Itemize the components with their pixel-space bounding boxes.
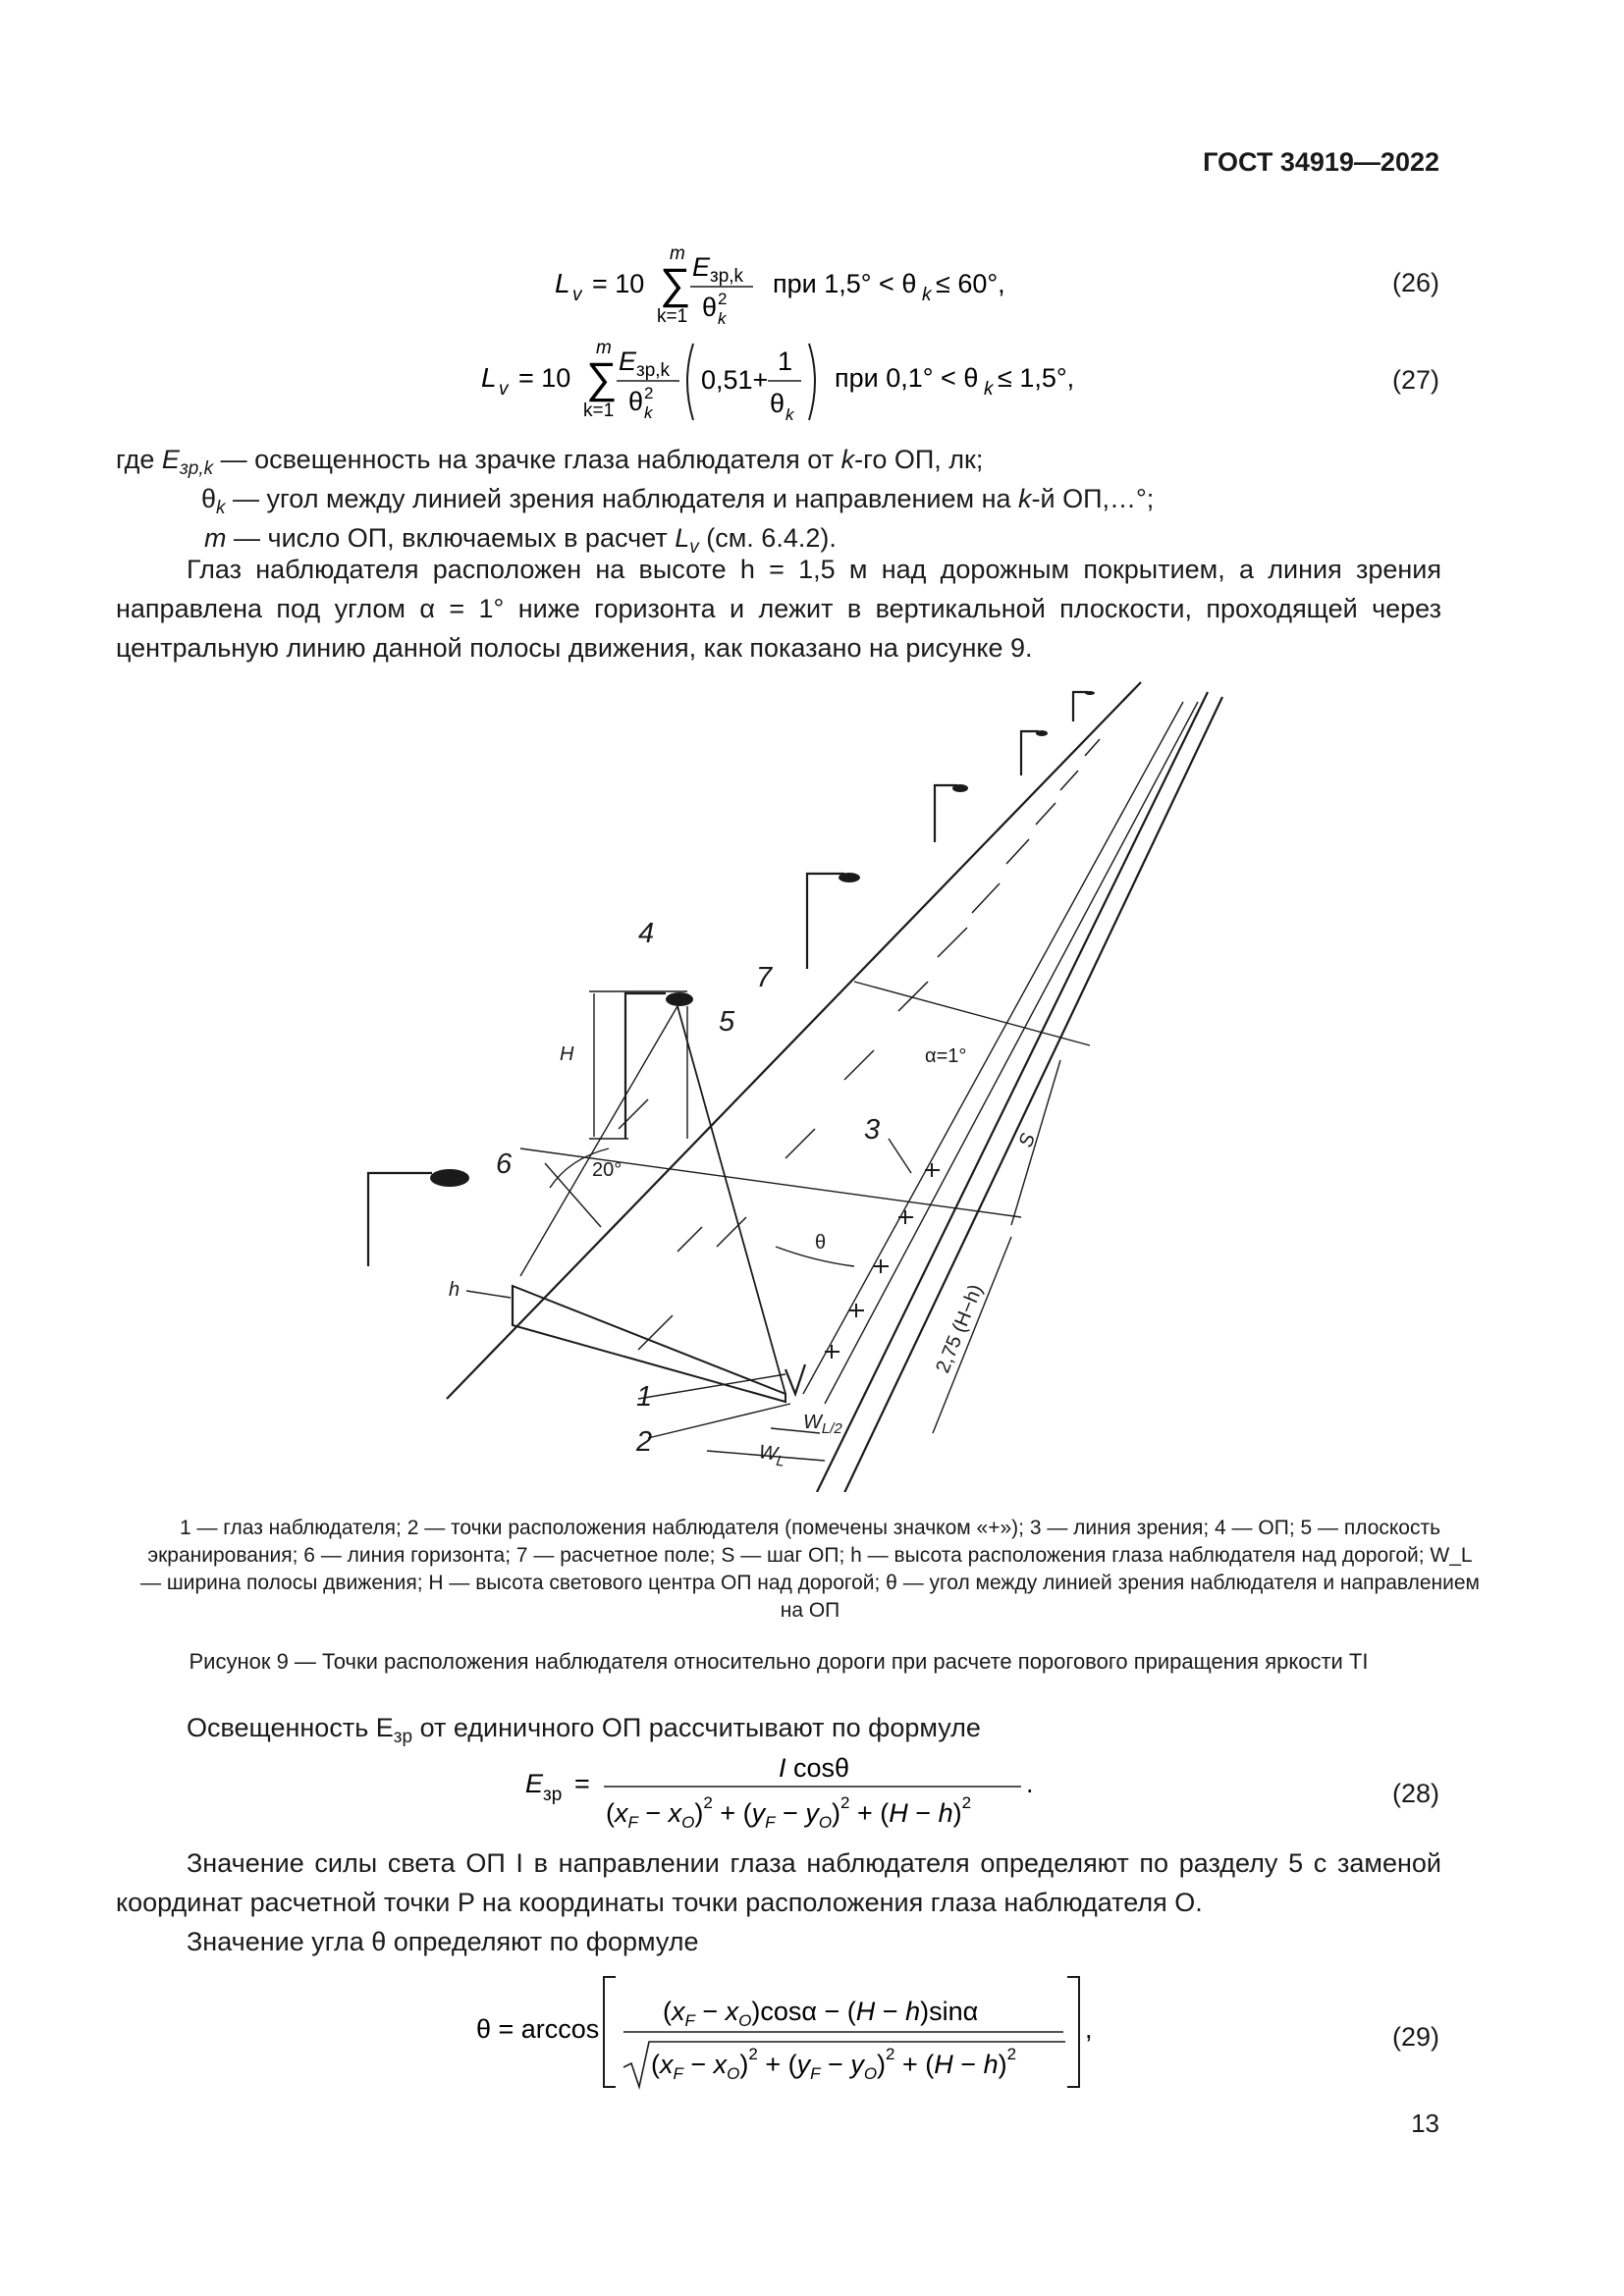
f27-cond-end: ≤ 1,5°, bbox=[998, 363, 1075, 393]
f26-cond: при 1,5° < θ bbox=[773, 269, 917, 298]
lamp-heads bbox=[430, 691, 1095, 1187]
f27-paren-num: 1 bbox=[778, 347, 793, 376]
label-wl: $W_L$ bbox=[757, 1441, 786, 1470]
svg-text:.: . bbox=[1026, 1769, 1034, 1798]
equation-number-29: (29) bbox=[1391, 2022, 1439, 2052]
definitions-list bbox=[116, 440, 1154, 558]
screen-plane-left bbox=[520, 1006, 677, 1276]
equation-number-27: (27) bbox=[1391, 365, 1439, 395]
f29-num: $(x_F - x_O)\cos\alpha - (H - h)\sin\alpha$ bbox=[663, 1997, 979, 2030]
road-right-edge-1 bbox=[817, 692, 1208, 1492]
label-h: h bbox=[449, 1279, 460, 1301]
f29-lhs: θ = arccos bbox=[476, 2014, 600, 2044]
f26-sum-top: m bbox=[670, 243, 685, 264]
label-7: 7 bbox=[756, 962, 773, 993]
figure-caption: Рисунок 9 — Точки расположения наблюдателя относительно дороги при расчете порогового приращения яркости TI bbox=[189, 1649, 1369, 1674]
f27-paren-const: 0,51+ bbox=[701, 365, 769, 395]
label-6: 6 bbox=[496, 1148, 513, 1180]
equation-number-28: (28) bbox=[1391, 1779, 1439, 1808]
f27-paren-den: θ bbox=[770, 389, 785, 418]
label-theta: θ bbox=[815, 1232, 827, 1254]
definition-e: где $E_{зр,k}$ — освещенность на зрачке глаза наблюдателя от k-го ОП, лк; bbox=[116, 445, 984, 479]
f27-left-paren bbox=[687, 344, 693, 420]
calc-field-edge bbox=[854, 982, 1090, 1045]
svg-text:,: , bbox=[1085, 2014, 1093, 2044]
f27-lhs: L bbox=[481, 362, 497, 393]
label-dist: 2,75 (H−h) bbox=[932, 1281, 988, 1376]
lane-line bbox=[803, 702, 1183, 1394]
formula-26-svg bbox=[555, 241, 1183, 330]
formula-28-svg bbox=[525, 1747, 1075, 1836]
definition-m: m — число ОП, включаемых в расчет $L_v$ (см. 6.4.2). bbox=[204, 523, 837, 558]
document-id: ГОСТ 34919—2022 bbox=[1203, 147, 1439, 177]
f27-num-sub: зр,k bbox=[636, 360, 671, 381]
f28-lhs-sub: зр bbox=[543, 1785, 563, 1805]
formula-29 bbox=[476, 1971, 1105, 2094]
label-alpha: α=1° bbox=[925, 1045, 967, 1067]
f27-sum-top: m bbox=[596, 338, 612, 358]
figure-legend: 1 — глаз наблюдателя; 2 — точки расположения наблюдателя (помечены значком «+»); 3 — линия зрения; 4 — ОП; 5 — плоскость экранирования; 6 — линия горизонта; 7 — расчетное поле; S — шаг ОП; h — высота расположения глаза наблюдателя над дорогой; W_L — ширина полосы движения; H — высота светового центра ОП над дорогой; θ — угол между линией зрения наблюдателя и направлением на ОП bbox=[140, 1517, 1480, 1622]
road-right-edge-2 bbox=[842, 697, 1222, 1492]
f27-cond: при 0,1° < θ bbox=[835, 363, 979, 393]
pole-3 bbox=[807, 874, 844, 969]
f26-eq: = 10 bbox=[592, 269, 645, 298]
paragraph-intensity: Значение силы света ОП I в направлении глаза наблюдателя определяют по разделу 5 с заменой координат расчетной точки P на координаты точки расположения глаза наблюдателя O. bbox=[116, 1848, 1441, 1917]
label-H: H bbox=[560, 1043, 574, 1065]
f27-cond-sub: k bbox=[984, 379, 994, 400]
f28-num: I cosθ bbox=[779, 1753, 850, 1783]
pole-5 bbox=[1021, 731, 1039, 775]
f27-num: E bbox=[619, 347, 637, 376]
f27-right-paren bbox=[809, 344, 815, 420]
f27-den-sup: 2 bbox=[644, 384, 654, 402]
f27-eq: = 10 bbox=[518, 363, 571, 393]
f26-lhs-sub: v bbox=[572, 285, 582, 305]
label-1: 1 bbox=[636, 1381, 653, 1413]
f28-den: $(x_F - x_O)^2 + (y_F - y_O)^2 + (H - h)^2$ bbox=[606, 1793, 972, 1832]
f27-den-sub: k bbox=[644, 403, 653, 422]
label-wl2: $W_{L/2}$ bbox=[803, 1412, 842, 1437]
f26-den-sub: k bbox=[718, 309, 727, 328]
pole-6 bbox=[1073, 692, 1088, 721]
f27-sum-bottom: k=1 bbox=[583, 400, 615, 421]
paragraph-angle: Значение угла θ определяют по формуле bbox=[187, 1927, 699, 1956]
f26-cond-end: ≤ 60°, bbox=[936, 269, 1005, 298]
label-2: 2 bbox=[636, 1426, 653, 1458]
f27-den: θ bbox=[628, 387, 644, 416]
label-20deg: 20° bbox=[592, 1159, 623, 1181]
f26-sum-bottom: k=1 bbox=[657, 306, 688, 327]
figure-9 bbox=[0, 667, 1624, 1492]
formula-28 bbox=[525, 1747, 1075, 1836]
f26-den-sup: 2 bbox=[718, 290, 728, 308]
f27-lhs-sub: v bbox=[499, 379, 509, 400]
sight-line bbox=[825, 702, 1198, 1404]
road-dash-marks bbox=[619, 739, 1100, 1350]
label-5: 5 bbox=[719, 1006, 735, 1038]
pole-4 bbox=[935, 785, 957, 842]
paragraph-observer: Глаз наблюдателя расположен на высоте h = 1,5 м над дорожным покрытием, а линия зрения направлена под углом α = 1° ниже горизонта и лежит в вертикальной плоскости, проходящей через центральную линию данной полосы движения, как показано на рисунке 9. bbox=[116, 555, 1441, 663]
label-3: 3 bbox=[864, 1114, 881, 1146]
f26-num-sub: зр,k bbox=[710, 266, 744, 287]
f29-den: $(x_F - x_O)^2 + (y_F - y_O)^2 + (H - h)^2$ bbox=[651, 2045, 1017, 2083]
formula-26 bbox=[555, 241, 1183, 330]
label-4: 4 bbox=[638, 918, 655, 949]
f28-eq: = bbox=[574, 1769, 590, 1798]
page-number: 13 bbox=[1411, 2109, 1439, 2138]
equation-number-26: (26) bbox=[1391, 268, 1439, 297]
pole-1 bbox=[368, 1173, 432, 1266]
paragraph-illuminance: Освещенность $E_{зр}$ от единичного ОП рассчитывают по формуле bbox=[187, 1713, 981, 1747]
figure-lines bbox=[368, 682, 1222, 1492]
f26-den: θ bbox=[702, 293, 718, 322]
definition-theta: $\theta_k$ — угол между линией зрения наблюдателя и направлением на k-й ОП,…°; bbox=[201, 484, 1155, 518]
formula-29-svg bbox=[476, 1971, 1105, 2094]
observer-eye bbox=[785, 1364, 805, 1394]
f26-num: E bbox=[692, 252, 711, 282]
f28-lhs: E bbox=[525, 1769, 544, 1798]
f26-sigma: ∑ bbox=[660, 260, 691, 308]
f27-sigma: ∑ bbox=[586, 354, 618, 402]
formula-27 bbox=[481, 336, 1168, 429]
f26-cond-sub: k bbox=[922, 285, 932, 305]
f27-paren-den-sub: k bbox=[785, 405, 794, 424]
formula-27-svg bbox=[481, 336, 1168, 429]
f26-lhs: L bbox=[555, 268, 570, 298]
label-S: S bbox=[1014, 1131, 1040, 1150]
